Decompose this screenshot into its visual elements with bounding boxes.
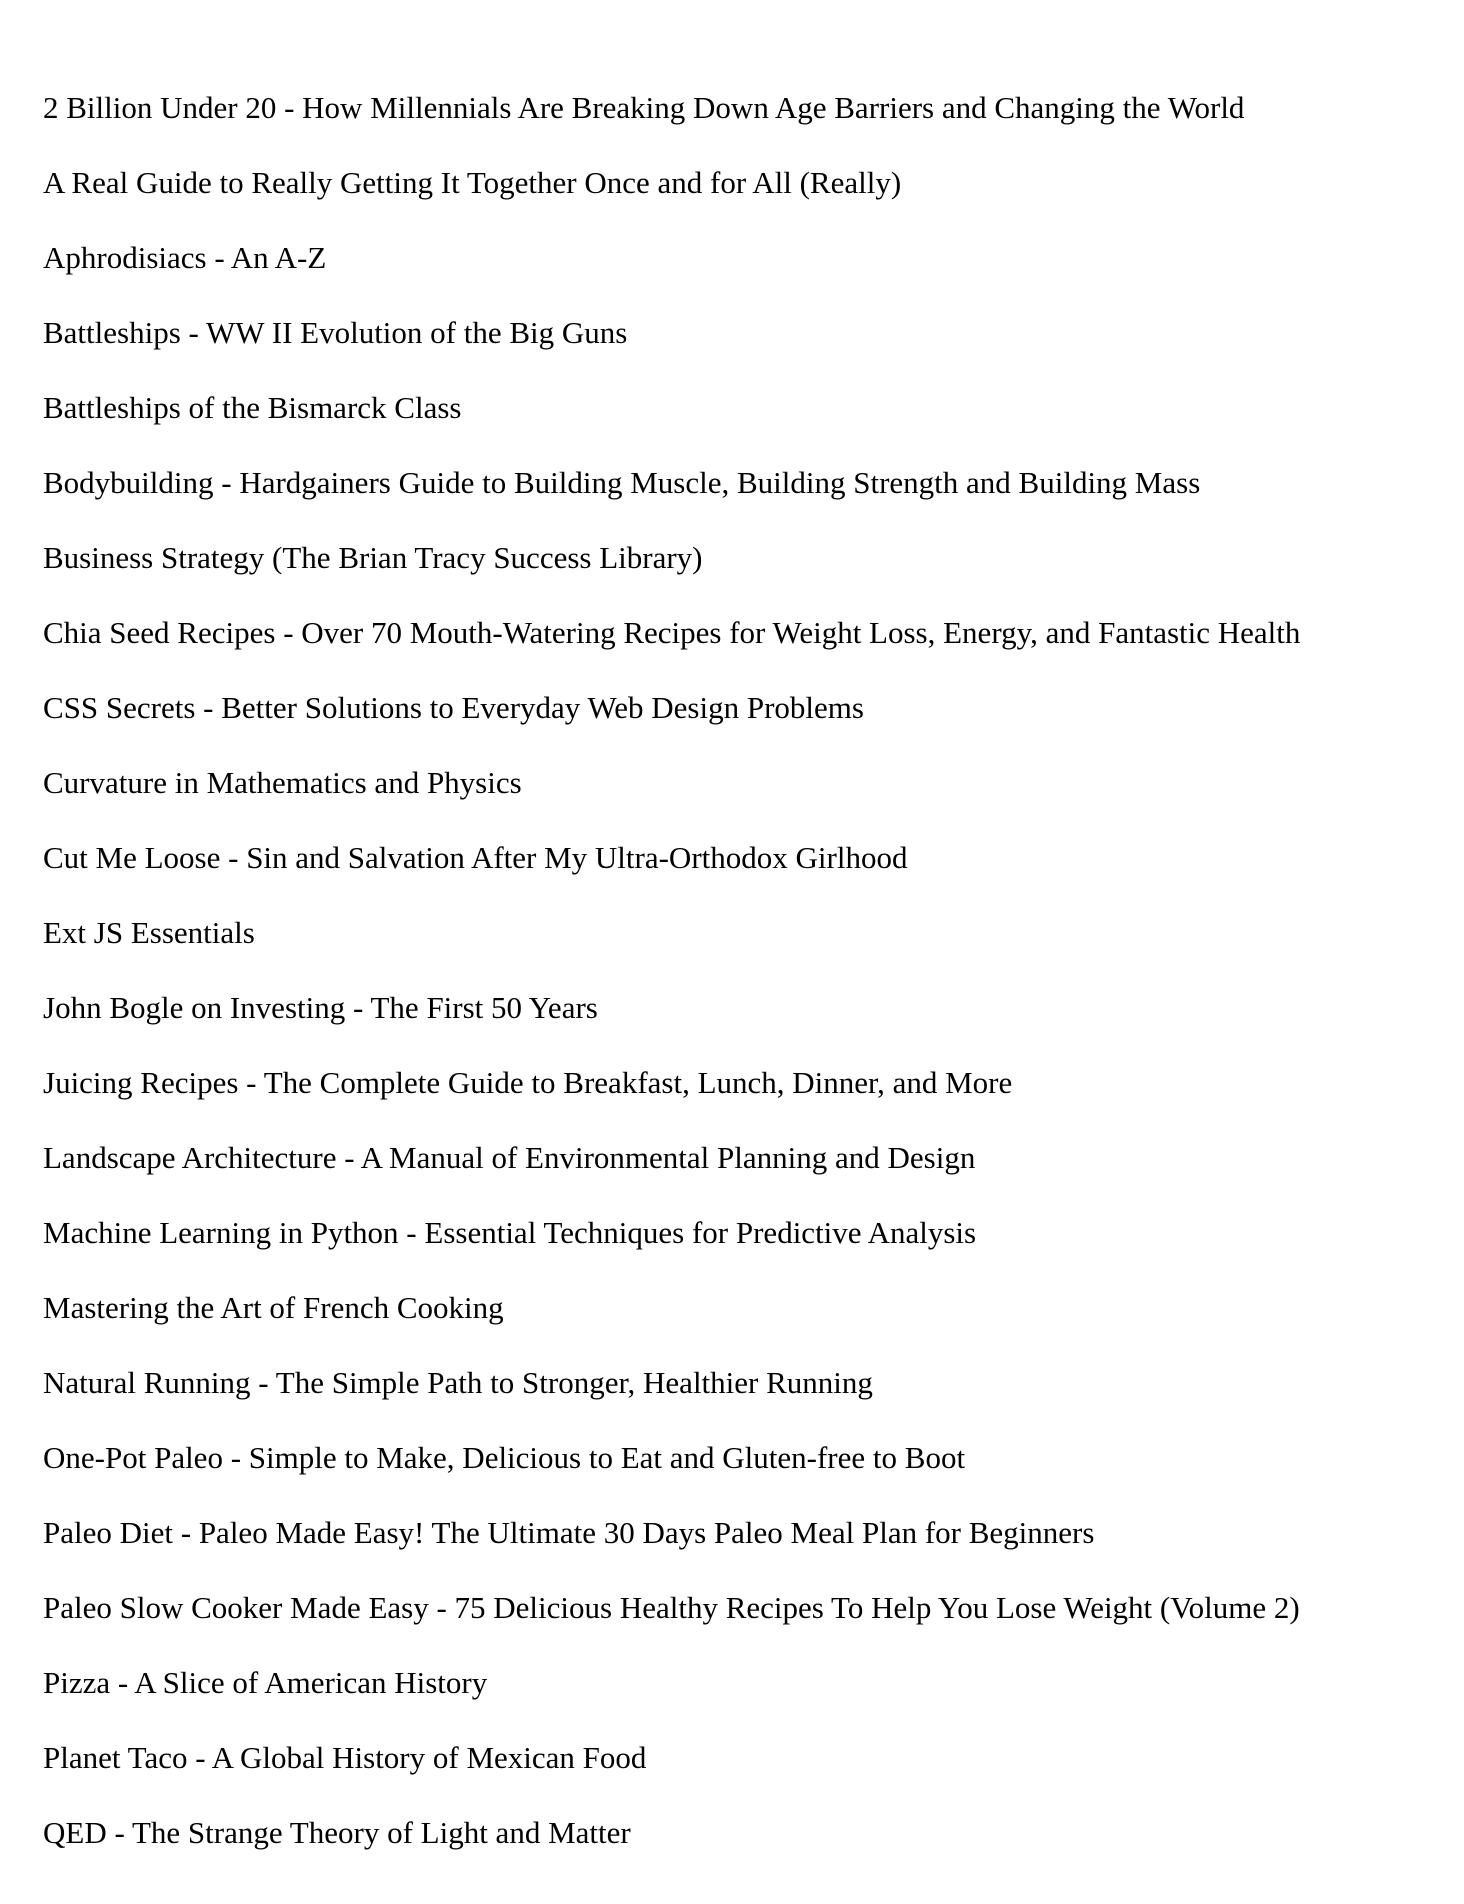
book-title: Paleo Slow Cooker Made Easy - 75 Delicious Healthy Recipes To Help You Lose Weight (Volume 2) (43, 1590, 1300, 1625)
book-title: Aphrodisiacs - An A-Z (43, 240, 327, 275)
book-title-list (43, 86, 1443, 1886)
book-title: Curvature in Mathematics and Physics (43, 765, 522, 800)
book-title: Battleships - WW II Evolution of the Big Guns (43, 315, 628, 350)
book-title: Landscape Architecture - A Manual of Environmental Planning and Design (43, 1140, 976, 1175)
book-title: Natural Running - The Simple Path to Stronger, Healthier Running (43, 1365, 873, 1400)
book-title: 2 Billion Under 20 - How Millennials Are Breaking Down Age Barriers and Changing the World (43, 90, 1245, 125)
book-title: CSS Secrets - Better Solutions to Everyday Web Design Problems (43, 690, 864, 725)
book-title: QED - The Strange Theory of Light and Matter (43, 1815, 631, 1850)
book-title: Cut Me Loose - Sin and Salvation After My Ultra-Orthodox Girlhood (43, 840, 908, 875)
book-title: John Bogle on Investing - The First 50 Years (43, 990, 598, 1025)
book-title: Mastering the Art of French Cooking (43, 1290, 504, 1325)
book-title: Battleships of the Bismarck Class (43, 390, 462, 425)
book-title: Machine Learning in Python - Essential Techniques for Predictive Analysis (43, 1215, 977, 1250)
book-title: Chia Seed Recipes - Over 70 Mouth-Watering Recipes for Weight Loss, Energy, and Fantastic Health (43, 615, 1301, 650)
book-title: One-Pot Paleo - Simple to Make, Delicious to Eat and Gluten-free to Boot (43, 1440, 966, 1475)
book-title: Business Strategy (The Brian Tracy Success Library) (43, 540, 703, 575)
book-title: Planet Taco - A Global History of Mexican Food (43, 1740, 647, 1775)
book-title: A Real Guide to Really Getting It Together Once and for All (Really) (43, 165, 902, 200)
book-title: Juicing Recipes - The Complete Guide to Breakfast, Lunch, Dinner, and More (43, 1065, 1013, 1100)
book-title: Bodybuilding - Hardgainers Guide to Building Muscle, Building Strength and Building Mass (43, 465, 1201, 500)
book-title: Pizza - A Slice of American History (43, 1665, 488, 1700)
book-title: Paleo Diet - Paleo Made Easy! The Ultimate 30 Days Paleo Meal Plan for Beginners (43, 1515, 1095, 1550)
book-title: Ext JS Essentials (43, 915, 255, 950)
